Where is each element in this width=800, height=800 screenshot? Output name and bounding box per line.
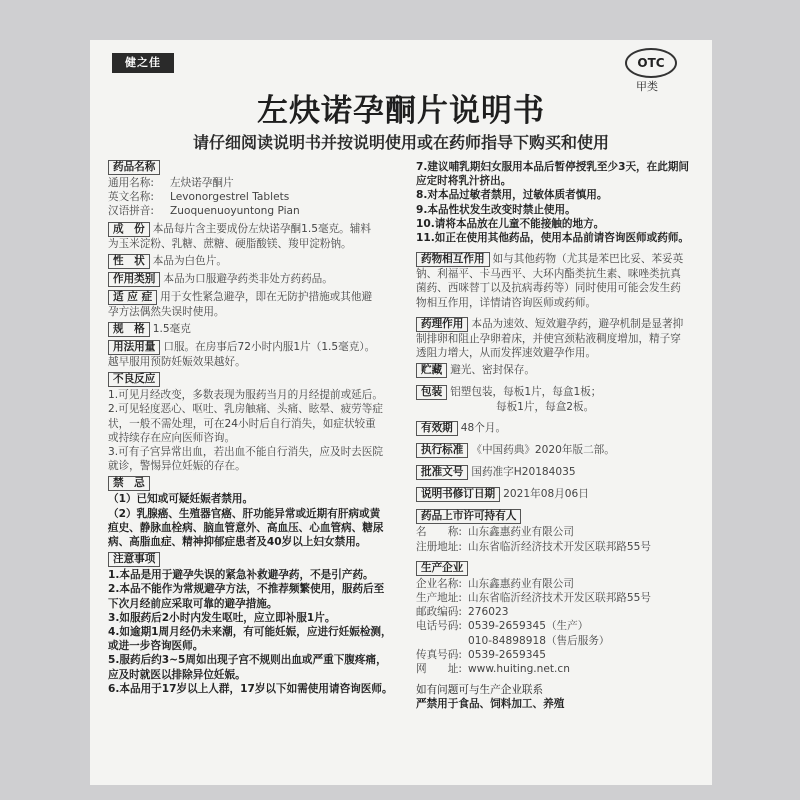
- section-label: 适 应 症: [108, 290, 157, 305]
- section-label: 药物相互作用: [416, 252, 490, 267]
- section-label: 成 份: [108, 222, 150, 237]
- section-label: 不良反应: [108, 372, 160, 387]
- section-manufacturer: [416, 561, 706, 676]
- section-label: 药品上市许可持有人: [416, 509, 521, 524]
- section-label: 生产企业: [416, 561, 468, 576]
- section-label: 有效期: [416, 421, 458, 436]
- text-line: 1.本品是用于避孕失误的紧急补救避孕药，不是引产药。: [108, 569, 374, 582]
- text-line: 应定时将乳汁挤出。: [416, 175, 512, 188]
- text-line: 疸史、静脉血栓病、脑血管意外、高血压、心血管病、糖尿: [108, 521, 384, 534]
- text-line: 透阻力增大，从而发挥速效避孕作用。: [416, 347, 597, 360]
- section-label: 作用类别: [108, 272, 160, 287]
- section-label: 药品名称: [108, 160, 160, 175]
- section-strength: 规 格 1.5毫克: [108, 322, 408, 337]
- section-dosage: 用法用量 口服。在房事后72小时内服1片（1.5毫克）。 越早服用预防妊娠效果越好。: [108, 341, 376, 369]
- text-line: 4.如逾期1周月经仍未来潮，有可能妊娠，应进行妊娠检测，: [108, 626, 392, 639]
- section-drug-name: [108, 160, 408, 219]
- otc-badge: OTC: [625, 48, 677, 78]
- kv-row: 生产地址: 山东省临沂经济技术开发区联邦路55号: [416, 592, 651, 605]
- section-label: 执行标准: [416, 443, 468, 458]
- section-label: 注意事项: [108, 552, 160, 567]
- text-line: 2.可见轻度恶心、呕吐、乳房触痛、头痛、眩晕、疲劳等症: [108, 403, 383, 416]
- section-indication: 适 应 症 用于女性紧急避孕，即在无防护措施或其他避 孕方法偶然失误时使用。: [108, 290, 373, 318]
- text-line: 10.请将本品放在儿童不能接触的地方。: [416, 217, 605, 230]
- text-line: 钠、利福平、卡马西平、大环内酯类抗生素、咪唑类抗真: [416, 268, 681, 281]
- section-label: 性 状: [108, 254, 150, 269]
- section-label: 用法用量: [108, 340, 160, 355]
- otc-class: 甲类: [636, 80, 658, 93]
- text-line: 或进一步咨询医师。: [108, 640, 204, 653]
- section-label: 批准文号: [416, 465, 468, 480]
- text-line: 就诊，警惕异位妊娠的存在。: [108, 460, 246, 473]
- section-label: 贮藏: [416, 363, 447, 378]
- text-line: 6.本品用于17岁以上人群，17岁以下如需使用请咨询医师。: [108, 682, 393, 695]
- section-packaging: 包装 铝塑包装，每板1片，每盒1板； 每板1片，每盒2板。: [416, 385, 706, 414]
- text-line: 1.可见月经改变，多数表现为服药当月的月经提前或延后。: [108, 389, 383, 402]
- leaflet: [90, 40, 712, 785]
- text-line: 5.服药后约3~5周如出现子宫不规则出血或严重下腹疼痛，: [108, 654, 387, 667]
- section-label: 禁 忌: [108, 476, 150, 491]
- section-label: 包装: [416, 385, 447, 400]
- text-line: 状，一般不需处理，可在24小时后自行消失，如症状较重: [108, 417, 376, 430]
- section-standard: 执行标准 《中国药典》2020年版二部。: [416, 443, 706, 458]
- section-interactions: 药物相互作用 如与其他药物（尤其是苯巴比妥、苯妥英 钠、利福平、卡马西平、大环内酯类抗生素、咪唑类抗真 菌药、西咪替丁以及抗病毒药等）同时使用可能会发生药 物相互作用，详情请咨询医师或药师。: [416, 252, 706, 310]
- right-column: [416, 160, 706, 712]
- kv-row: 企业名称: 山东鑫惠药业有限公司: [416, 577, 574, 590]
- section-label: 药理作用: [416, 317, 468, 332]
- kv-row: 网 址: www.huiting.net.cn: [416, 663, 570, 676]
- footer-contact: 如有问题可与生产企业联系: [416, 684, 544, 697]
- section-label: 规 格: [108, 322, 150, 337]
- kv-row: 传真号码: 0539-2659345: [416, 648, 546, 661]
- section-validity: 有效期 48个月。: [416, 421, 706, 436]
- text-line: 病、高脂血症、精神抑郁症患者及40岁以上妇女禁用。: [108, 536, 367, 549]
- text-line: 7.建议哺乳期妇女服用本品后暂停授乳至少3天，在此期间: [416, 161, 690, 173]
- section-contraindications: [108, 476, 408, 549]
- section-appearance: 性 状 本品为白色片。: [108, 254, 408, 269]
- section-precautions: [108, 552, 408, 696]
- kv-row: 英文名称: Levonorgestrel Tablets: [108, 191, 290, 204]
- footer-warning: 严禁用于食品、饲料加工、养殖: [416, 698, 565, 711]
- text-line: 制排卵和阻止孕卵着床，并使宫颈粘液稠度增加，精子穿: [416, 332, 681, 345]
- page-subtitle: 请仔细阅读说明书并按说明使用或在药师指导下购买和使用: [192, 133, 609, 152]
- text-line: 2.本品不能作为常规避孕方法，不推荐频繁使用，服药后至: [108, 583, 385, 596]
- text-line: 3.如服药后2小时内发生呕吐，应立即补服1片。: [108, 611, 336, 624]
- text-line: 11.如正在使用其他药品，使用本品前请咨询医师或药师。: [416, 232, 690, 245]
- section-adverse: [108, 372, 408, 473]
- text-line: 9.本品性状发生改变时禁止使用。: [416, 203, 576, 216]
- page-title: 左炔诺孕酮片说明书: [257, 93, 545, 129]
- brand-logo: 健之佳: [112, 53, 174, 73]
- kv-row: 名 称: 山东鑫惠药业有限公司: [416, 526, 574, 539]
- kv-row: 通用名称: 左炔诺孕酮片: [108, 177, 234, 189]
- kv-row: 注册地址: 山东省临沂经济技术开发区联邦路55号: [416, 540, 651, 553]
- section-ingredients: 成 份 本品每片含主要成份左炔诺孕酮1.5毫克。辅料 为玉米淀粉、乳糖、蔗糖、硬脂酸镁、羧甲淀粉钠。: [108, 222, 371, 250]
- section-mah: [416, 509, 706, 553]
- text-line: （2）乳腺癌、生殖器官癌、肝功能异常或近期有肝病或黄: [108, 507, 381, 520]
- text-line: 3.可有子宫异常出血，若出血不能自行消失，应及时去医院: [108, 446, 383, 459]
- left-column: [108, 160, 408, 699]
- section-category: 作用类别 本品为口服避孕药类非处方药药品。: [108, 272, 408, 287]
- section-revision: 说明书修订日期 2021年08月06日: [416, 487, 706, 502]
- kv-row: 010-84898918（售后服务）: [468, 634, 610, 647]
- text-line: 菌药、西咪替丁以及抗病毒药等）同时使用可能会发生药: [416, 282, 681, 295]
- section-approval: 批准文号 国药准字H20184035: [416, 465, 706, 480]
- kv-row: 汉语拼音: Zuoquenuoyuntong Pian: [108, 205, 300, 218]
- text-line: 应及时就医以排除异位妊娠。: [108, 668, 246, 681]
- section-storage: 贮藏 避光、密封保存。: [416, 363, 706, 378]
- text-line: 物相互作用，详情请咨询医师或药师。: [416, 296, 597, 309]
- kv-row: 电话号码: 0539-2659345（生产）: [416, 620, 589, 633]
- text-line: 8.对本品过敏者禁用，过敏体质者慎用。: [416, 189, 608, 202]
- section-pharmacology: 药理作用 本品为速效、短效避孕药，避孕机制是显著抑 制排卵和阻止孕卵着床，并使宫颈粘液稠度增加，精子穿 透阻力增大，从而发挥速效避孕作用。: [416, 317, 706, 360]
- section-precautions-cont: [416, 160, 706, 245]
- text-line: 下次月经前应采取可靠的避孕措施。: [108, 597, 278, 610]
- text-line: （1）已知或可疑妊娠者禁用。: [108, 493, 254, 506]
- section-label: 说明书修订日期: [416, 487, 500, 502]
- text-line: 或持续存在应向医师咨询。: [108, 431, 236, 444]
- footer: [416, 683, 706, 711]
- kv-row: 邮政编码: 276023: [416, 606, 509, 619]
